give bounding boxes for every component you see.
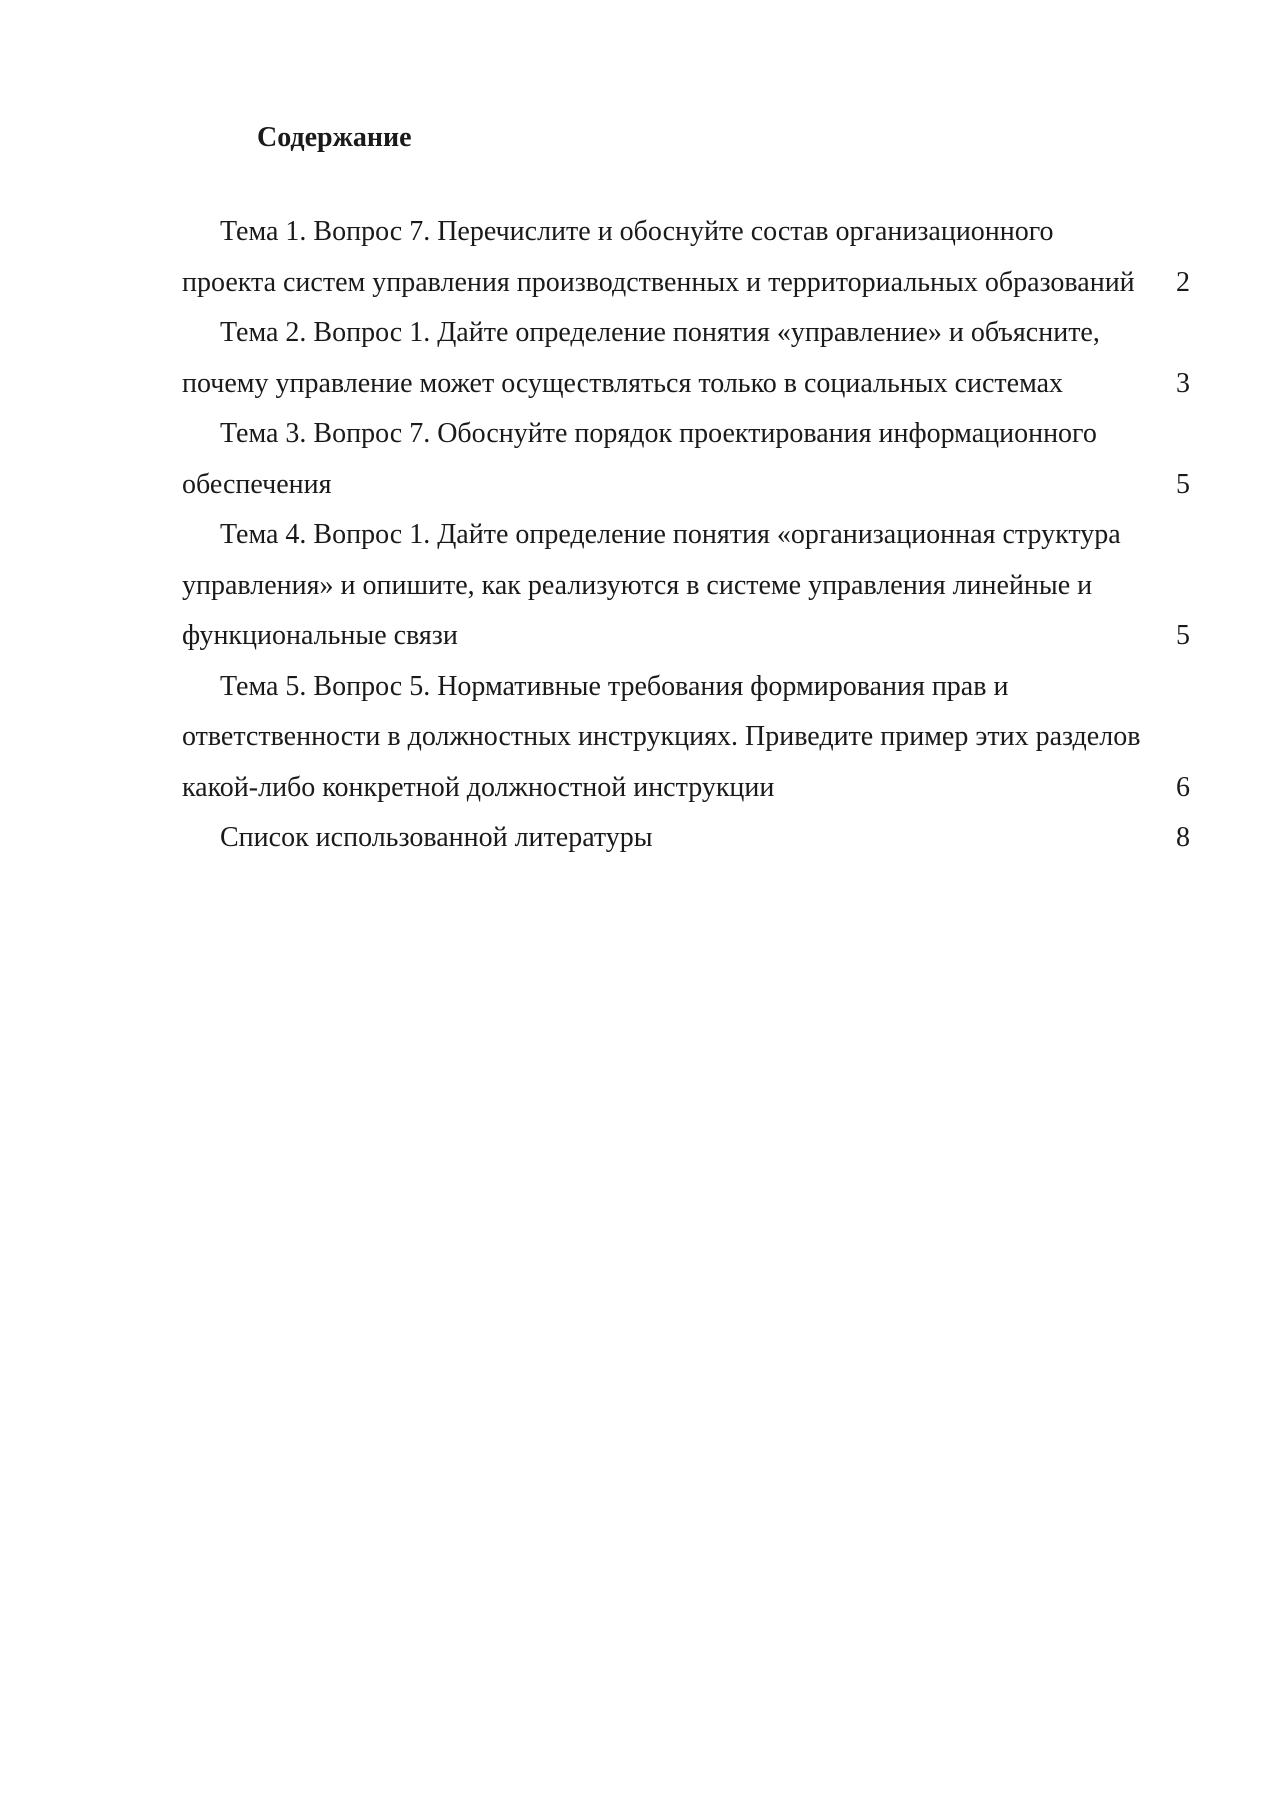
toc-entry-text: Тема 3. Вопрос 7. Обоснуйте порядок проектирования информационного обеспечения <box>182 418 1097 500</box>
toc-entry-page-number: 5 <box>1176 468 1190 500</box>
toc-entry-text: Список использованной литературы <box>220 822 653 853</box>
toc-entry-6[interactable] <box>182 813 1190 864</box>
toc-entry-text: Тема 4. Вопрос 1. Дайте определение понятия «организационная структура управления» и опишите, как реализуются в системе управления линейные и функциональные связи <box>182 519 1121 651</box>
toc-entry-text: Тема 5. Вопрос 5. Нормативные требования формирования прав и ответственности в должностных инструкциях. Приведите пример этих разделов какой-либо конкретной должностной инструкции <box>182 670 1141 803</box>
toc-entry-page-number: 2 <box>1176 266 1190 298</box>
toc-entry-page-number: 8 <box>1176 822 1190 853</box>
toc-entry-4[interactable] <box>182 510 1190 662</box>
toc-entry-1[interactable] <box>182 207 1190 308</box>
toc-entry-2[interactable] <box>182 308 1190 409</box>
toc-title: Содержание <box>257 122 412 153</box>
toc-entry-5[interactable] <box>182 662 1190 814</box>
toc-entry-text: Тема 2. Вопрос 1. Дайте определение понятия «управление» и объясните, почему управление может осуществляться только в социальных системах <box>182 317 1100 399</box>
toc-list <box>182 207 1190 864</box>
toc-entry-text: Тема 1. Вопрос 7. Перечислите и обоснуйте состав организационного проекта систем управления производственных и территориальных образований <box>182 216 1135 298</box>
toc-entry-page-number: 5 <box>1176 620 1190 651</box>
toc-entry-page-number: 3 <box>1176 367 1190 399</box>
toc-entry-page-number: 6 <box>1176 771 1190 803</box>
toc-entry-3[interactable] <box>182 409 1190 510</box>
